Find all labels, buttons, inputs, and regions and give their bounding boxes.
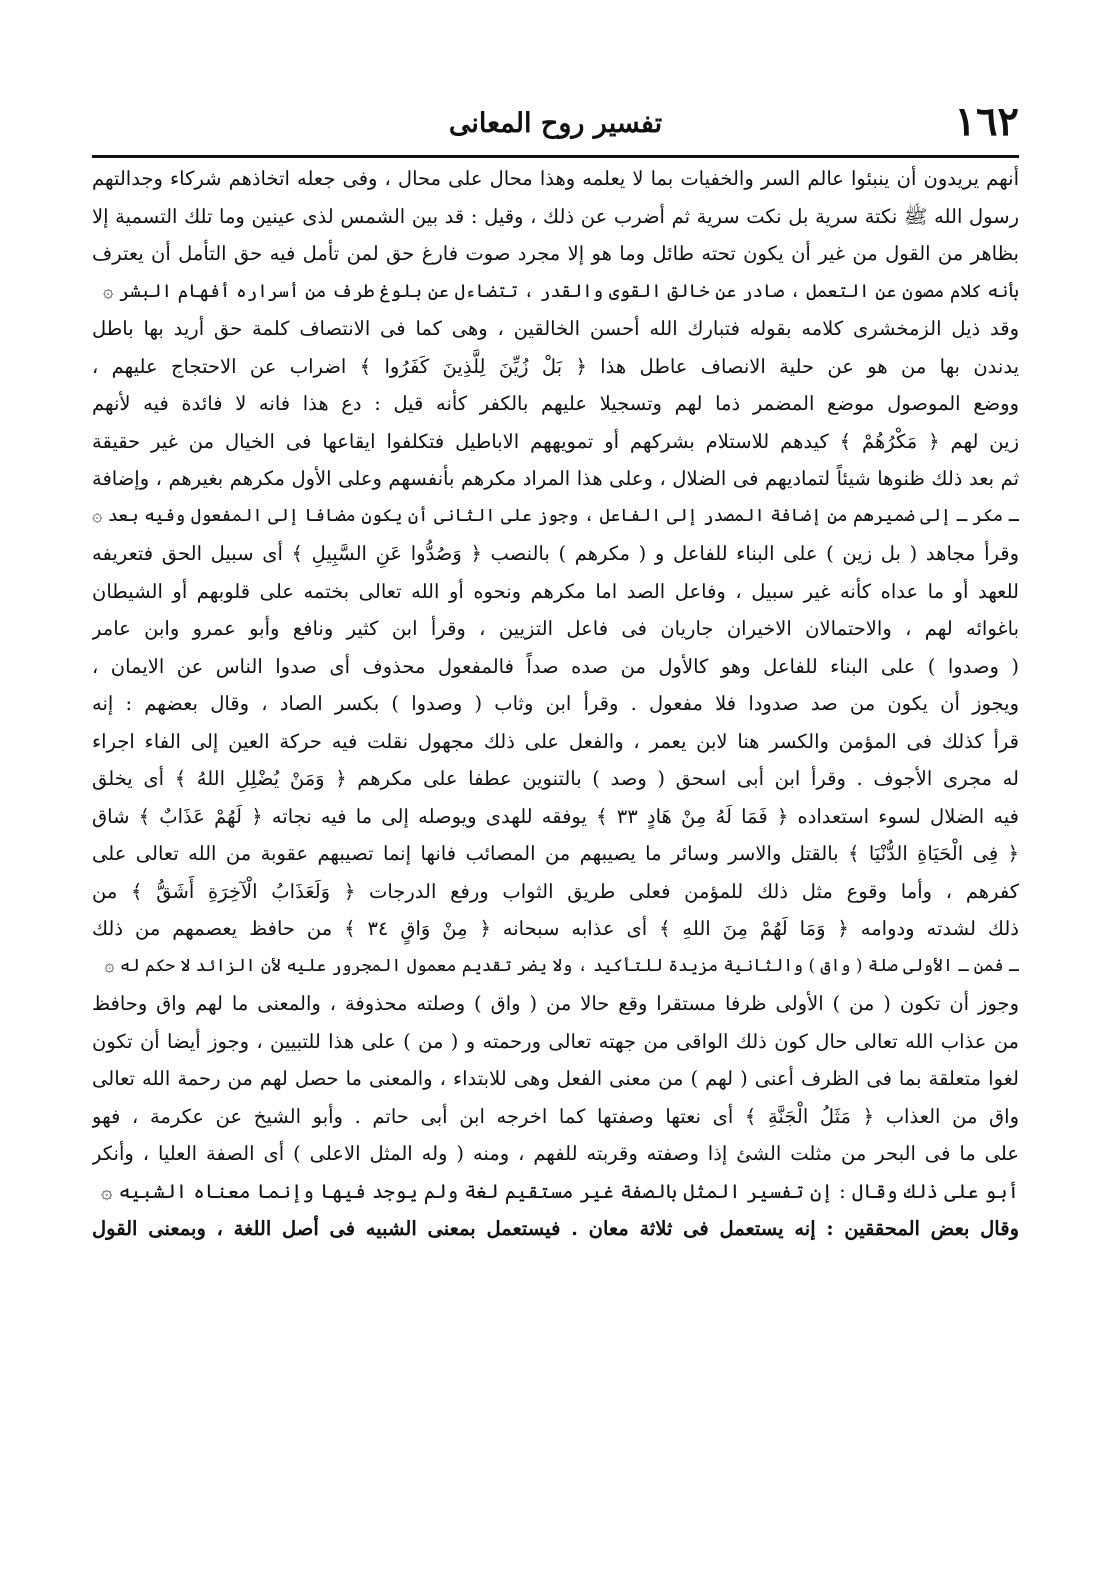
text-line: كفرهم ، وأما وقوع مثل ذلك للمؤمن فعلى طريق الثواب ورفع الدرجات ﴿ وَلَعَذَابُ الْآخِرَةِ أَشَقُّ ﴾ من — [92, 879, 1019, 903]
text-line: ويجوز أن يكون من صد صدودا فلا مفعول . وقرأ ابن وثاب ( وصدوا ) بكسر الصاد ، وقال بعضهم : إنه — [92, 692, 1019, 715]
text-line: بأنه كلام مصون عن التعمل ، صادر عن خالق القوى والقدر ، تتضاءل عن بلوغ طرف من أسراره أفهام البشر ۞ — [103, 280, 1019, 302]
text-line: على ما فى البحر من مثلت الشئ إذا وصفته وقربته للفهم ، ومنه ( وله المثل الاعلى ) أى الصفة العليا ، وأنكر — [92, 1142, 1019, 1165]
header-rule — [92, 155, 1019, 158]
text-line: وجوز أن تكون ( من ) الأولى ظرفا مستقرا وقع حالا من ( واق ) وصلته محذوفة ، والمعنى ما لهم واق وحافظ — [92, 992, 1019, 1015]
text-line: ـ فمن ـ الأولى صلة ( واق ) والثانية مزيدة للتأكيد ، ولا يضر تقديم معمول المجرور عليه لأن الزائد لا حكم له ۞ — [104, 955, 1019, 976]
text-line: ثم بعد ذلك ظنوها شيئاً لتماديهم فى الضلال ، وعلى هذا المراد مكرهم بأنفسهم وعلى الأول مكرهم بغيرهم ، وإضافة — [92, 467, 1019, 490]
text-line: يدندن بها من هو عن حلية الانصاف عاطل هذا ﴿ بَلْ زُيِّنَ لِلَّذِينَ كَفَرُوا ﴾ اضراب عن الاحتجاج عليهم ، — [92, 354, 1019, 378]
text-line: وقرأ مجاهد ( بل زين ) على البناء للفاعل و ( مكرهم ) بالنصب ﴿ وَصُدُّوا عَنِ السَّبِيلِ ﴾ أى سبيل الحق فتعريفه — [92, 542, 1019, 565]
text-line: ووضع الموصول موضع المضمر ذما لهم وتسجيلا عليهم بالكفر كأنه قيل : دع هذا فانه لا فائدة فيه لأنهم — [92, 392, 1019, 415]
running-title: تفسير روح المعانى — [448, 108, 663, 139]
text-line: أنهم يريدون أن ينبئوا عالم السر والخفيات بما لا يعلمه وهذا محال على محال ، وفى جعله اتخاذهم شركاء وجدالتهم — [92, 167, 1019, 190]
text-line: باغوائه لهم ، والاحتمالان الاخيران جاريان فى فاعل التزيين ، وقرأ ابن كثير ونافع وأبو عمرو وابن عامر — [92, 617, 1019, 640]
text-line: بظاهر من القول من غير أن يكون تحته طائل وما هو إلا مجرد صوت فارغ حق لمن تأمل فيه حق التأمل أن يعترف — [92, 242, 1019, 265]
text-line: واق من العذاب ﴿ مَثَلُ الْجَنَّةِ ﴾ أى نعتها وصفتها كما اخرجه ابن أبى حاتم . وأبو الشيخ عن عكرمة ، فهو — [92, 1104, 1019, 1128]
text-line: أبو على ذلك وقال : إن تفسير المثل بالصفة غير مستقيم لغة ولم يوجد فيها وإنما معناه الشبيه ۞ — [101, 1179, 1019, 1203]
text-line: قرأ كذلك فى المؤمن والكسر هنا لابن يعمر ، والفعل على ذلك مجهول نقلت فيه حركة العين إلى الفاء اجراء — [92, 729, 1019, 753]
text-line: وقد ذيل الزمخشرى كلامه بقوله فتبارك الله أحسن الخالقين ، وهى كما فى الانتصاف كلمة حق أريد بها باطل — [92, 317, 1019, 340]
text-line: من عذاب الله تعالى حال كون ذلك الواقى من جهته تعالى ورحمته و ( من ) على هذا للتبيين ، وجوز أيضا أن تكون — [92, 1029, 1019, 1053]
text-line: زين لهم ﴿ مَكْرُهُمْ ﴾ كيدهم للاستلام بشركهم أو تمويههم الاباطيل فتكلفوا ايقاعها فى الخيال من غير حقيقة — [92, 429, 1019, 453]
text-line: له مجرى الأجوف . وقرأ ابن أبى اسحق ( وصد ) بالتنوين عطفا على مكرهم ﴿ وَمَنْ يُضْلِلِ اللهُ ﴾ أى يخلق — [92, 767, 1019, 790]
page-number: ١٦٢ — [954, 98, 1019, 145]
text-line: ذلك لشدته ودوامه ﴿ وَمَا لَهُمْ مِنَ اللهِ ﴾ أى عذابه سبحانه ﴿ مِنْ وَاقٍ ٣٤ ﴾ من حافظ يعصمهم من ذلك — [92, 917, 1019, 940]
text-line: فيه الضلال لسوء استعداده ﴿ فَمَا لَهُ مِنْ هَادٍ ٣٣ ﴾ يوفقه للهدى ويوصله إلى ما فيه نجاته ﴿ لَهُمْ عَذَابٌ ﴾ شاق — [92, 804, 1019, 828]
text-line: وقال بعض المحققين : إنه يستعمل فى ثلاثة معان . فيستعمل بمعنى الشبيه فى أصل اللغة ، وبمعنى القول — [92, 1217, 1019, 1240]
text-line: للعهد أو ما عداه كأنه غير سبيل ، وفاعل الصد اما مكرهم ونحوه أو الله تعالى بختمه على قلوبهم أو الشيطان — [92, 579, 1019, 603]
text-line: ( وصدوا ) على البناء للفاعل وهو كالأول من صده صداً فالمفعول محذوف أى صدوا الناس عن الايمان ، — [92, 654, 1019, 678]
text-line: ﴿ فِى الْحَيَاةِ الدُّنْيَا ﴾ بالقتل والاسر وسائر ما يصيبهم من المصائب فانها إنما تصيبهم عقوبة من الله تعالى على — [92, 842, 1019, 865]
page-header — [92, 96, 1019, 158]
text-line: رسول الله ﷺ نكتة سرية بل نكت سرية ثم أضرب عن ذلك ، وقيل : قد بين الشمس لذى عينين وما تلك التسمية إلا — [92, 204, 1019, 228]
body-text — [92, 160, 1019, 1248]
text-line: لغوا متعلقة بما فى الظرف أعنى ( لهم ) من معنى الفعل وهى للابتداء ، والمعنى ما حصل لهم من رحمة الله تعالى — [92, 1067, 1019, 1090]
text-line: ـ مكر ـ إلى ضميرهم من إضافة المصدر إلى الفاعل ، وجوز على الثانى أن يكون مضافا إلى المفعول وفيه بعد ۞ — [92, 505, 1019, 526]
